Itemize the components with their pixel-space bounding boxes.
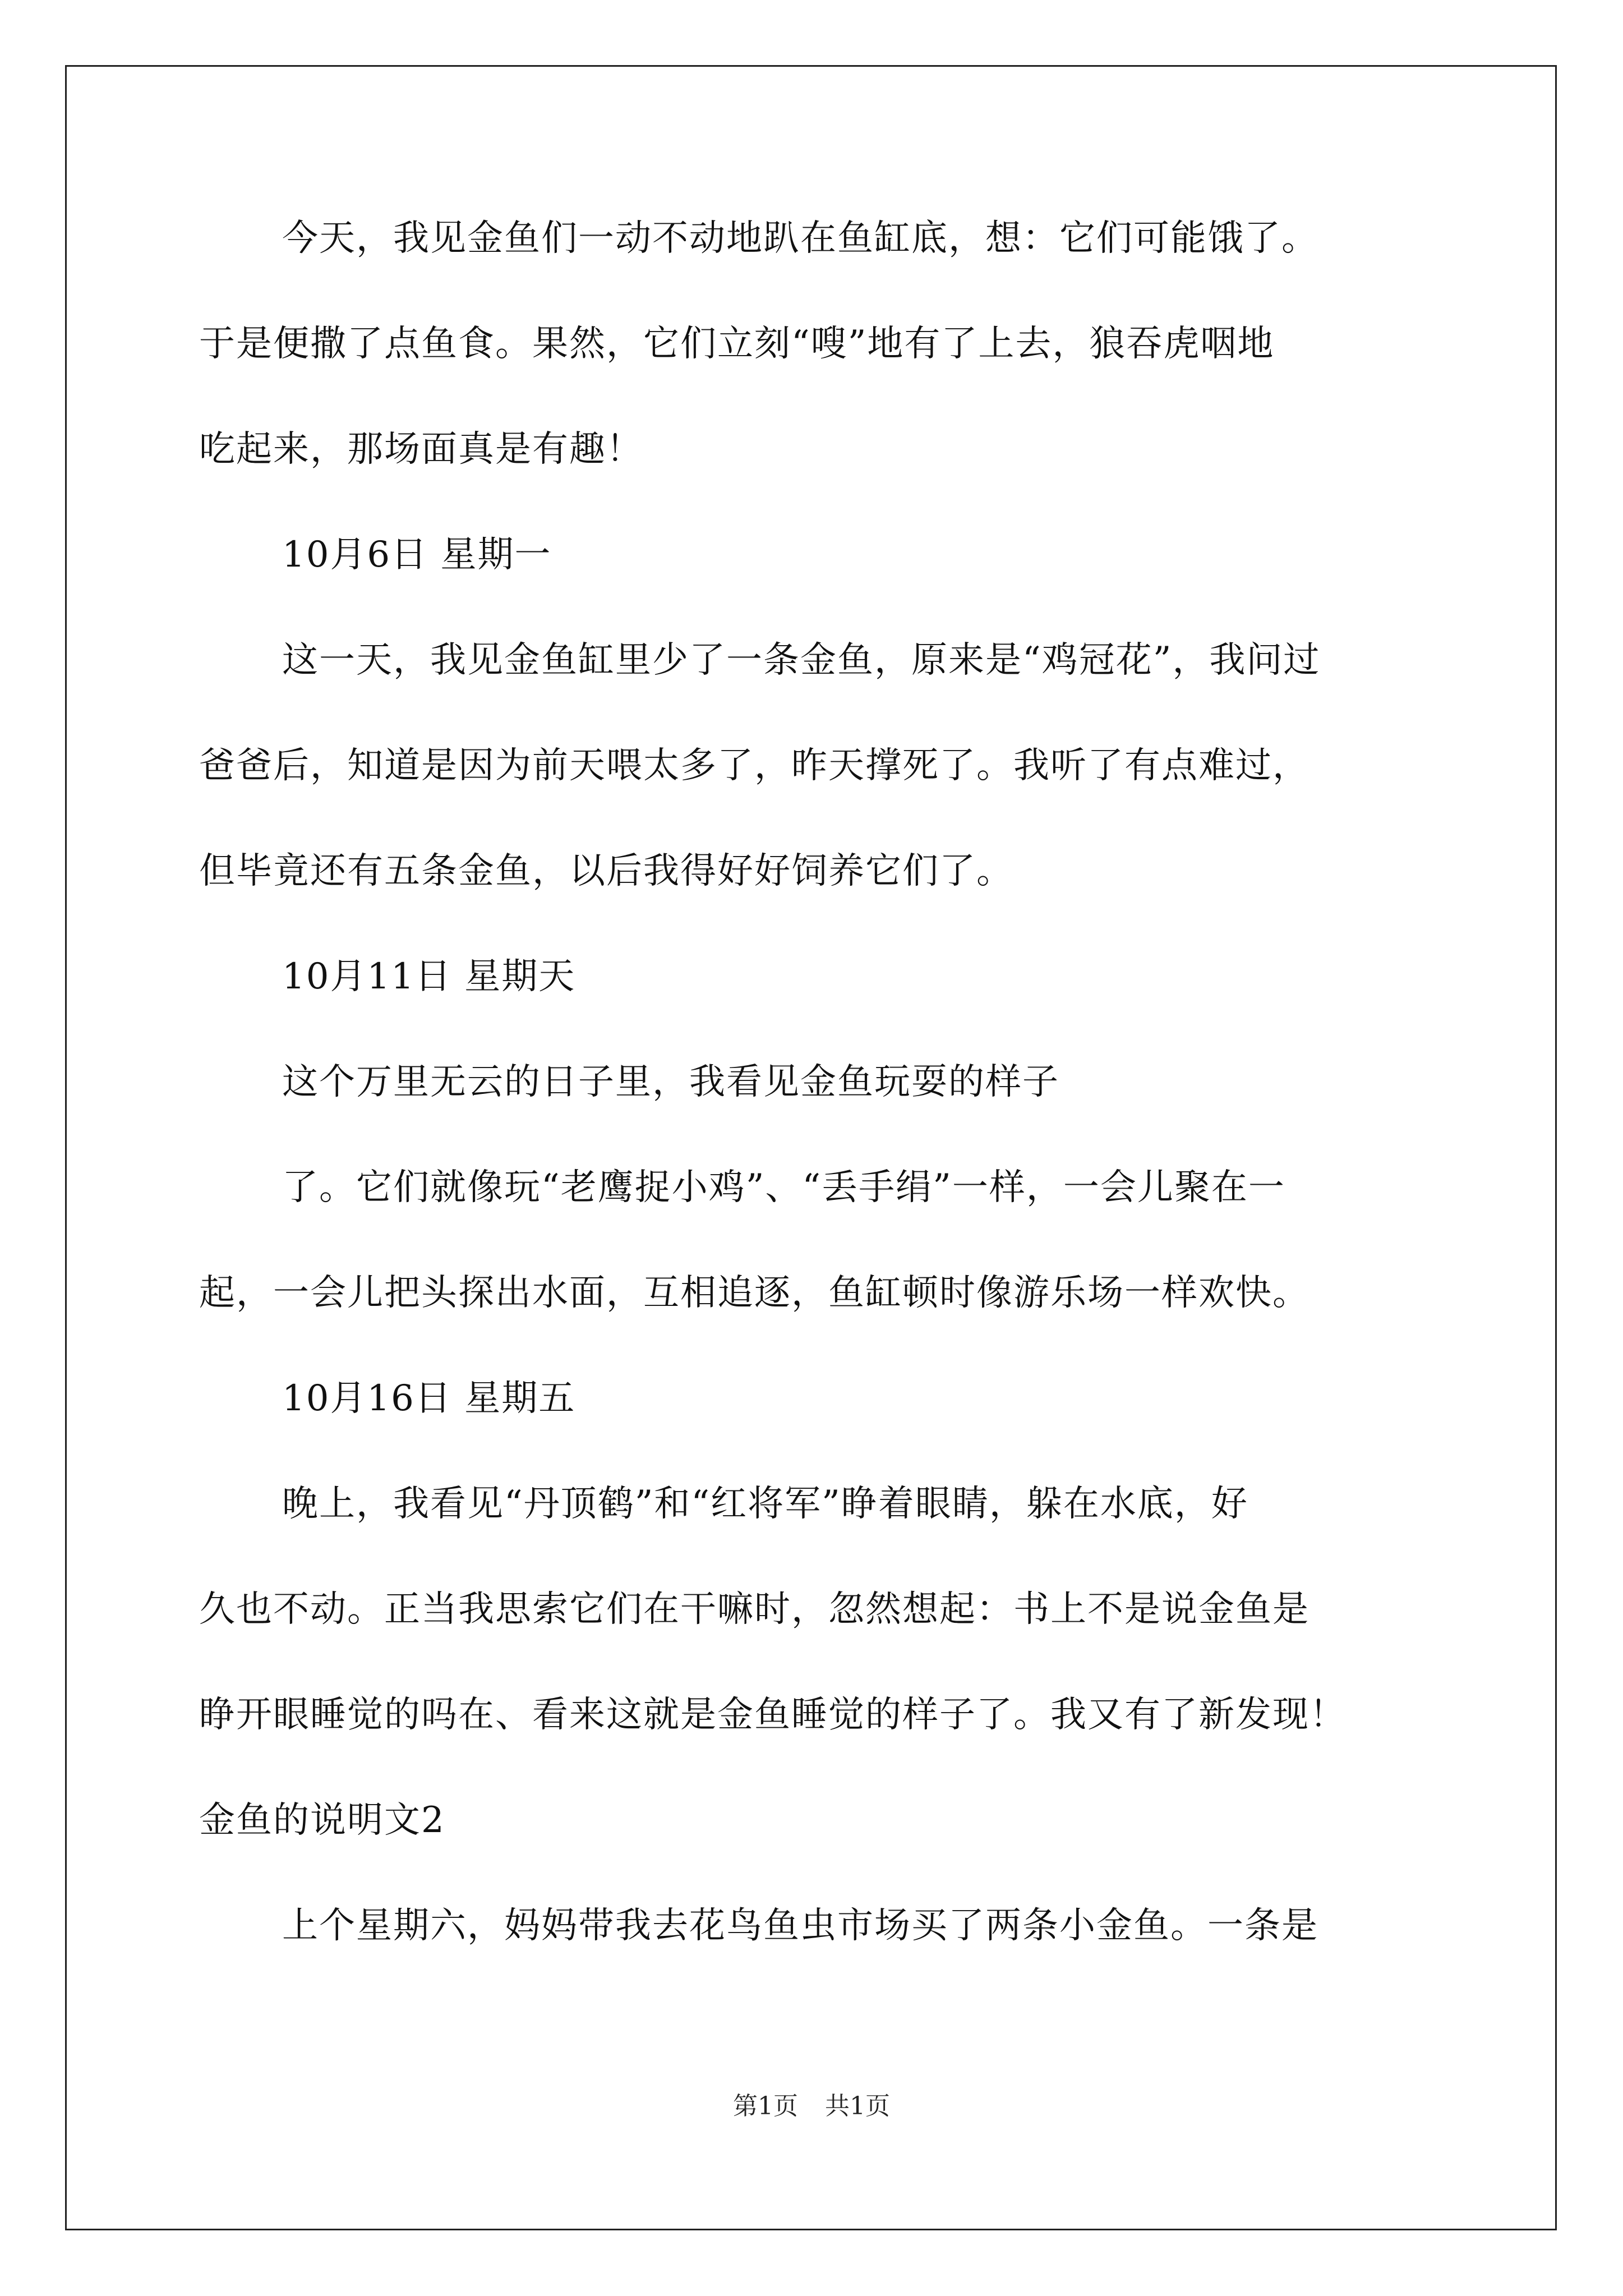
paragraph-line: 睁开眼睡觉的吗在、看来这就是金鱼睡觉的样子了。我又有了新发现！ bbox=[199, 1694, 1347, 1736]
page-total: 共1页 bbox=[825, 2092, 890, 2120]
paragraph-line: 爸爸后，知道是因为前天喂太多了，昨天撑死了。我听了有点难过， bbox=[199, 745, 1310, 786]
paragraph-line: 晚上，我看见“丹顶鹤”和“红将军”睁着眼睛，躲在水底，好 bbox=[282, 1483, 1248, 1525]
paragraph-line: 起，一会儿把头探出水面，互相追逐，鱼缸顿时像游乐场一样欢快。 bbox=[199, 1272, 1310, 1314]
page-footer bbox=[0, 2091, 1623, 2122]
paragraph-line: 久也不动。正当我思索它们在干嘛时，忽然想起：书上不是说金鱼是 bbox=[199, 1589, 1310, 1630]
paragraph-line: 于是便撒了点鱼食。果然，它们立刻“嗖”地有了上去，狼吞虎咽地 bbox=[199, 323, 1275, 365]
paragraph-line: 这一天，我见金鱼缸里少了一条金鱼，原来是“鸡冠花”，我问过 bbox=[282, 639, 1321, 681]
paragraph-line: 上个星期六，妈妈带我去花鸟鱼虫市场买了两条小金鱼。一条是 bbox=[282, 1905, 1318, 1947]
date-heading: 10月11日 星期天 bbox=[282, 956, 576, 997]
paragraph-line: 但毕竟还有五条金鱼，以后我得好好饲养它们了。 bbox=[199, 850, 1013, 892]
date-heading: 10月16日 星期五 bbox=[282, 1378, 576, 1419]
paragraph-line: 吃起来，那场面真是有趣！ bbox=[199, 429, 643, 470]
paragraph-line: 今天，我见金鱼们一动不动地趴在鱼缸底，想：它们可能饿了。 bbox=[282, 218, 1318, 259]
date-heading: 10月6日 星期一 bbox=[282, 534, 552, 576]
page-number: 第1页 bbox=[733, 2092, 798, 2120]
paragraph-line: 这个万里无云的日子里，我看见金鱼玩耍的样子 bbox=[282, 1061, 1059, 1103]
paragraph-line: 了。它们就像玩“老鹰捉小鸡”、“丢手绢”一样，一会儿聚在一 bbox=[282, 1167, 1285, 1208]
section-title: 金鱼的说明文2 bbox=[199, 1800, 445, 1841]
